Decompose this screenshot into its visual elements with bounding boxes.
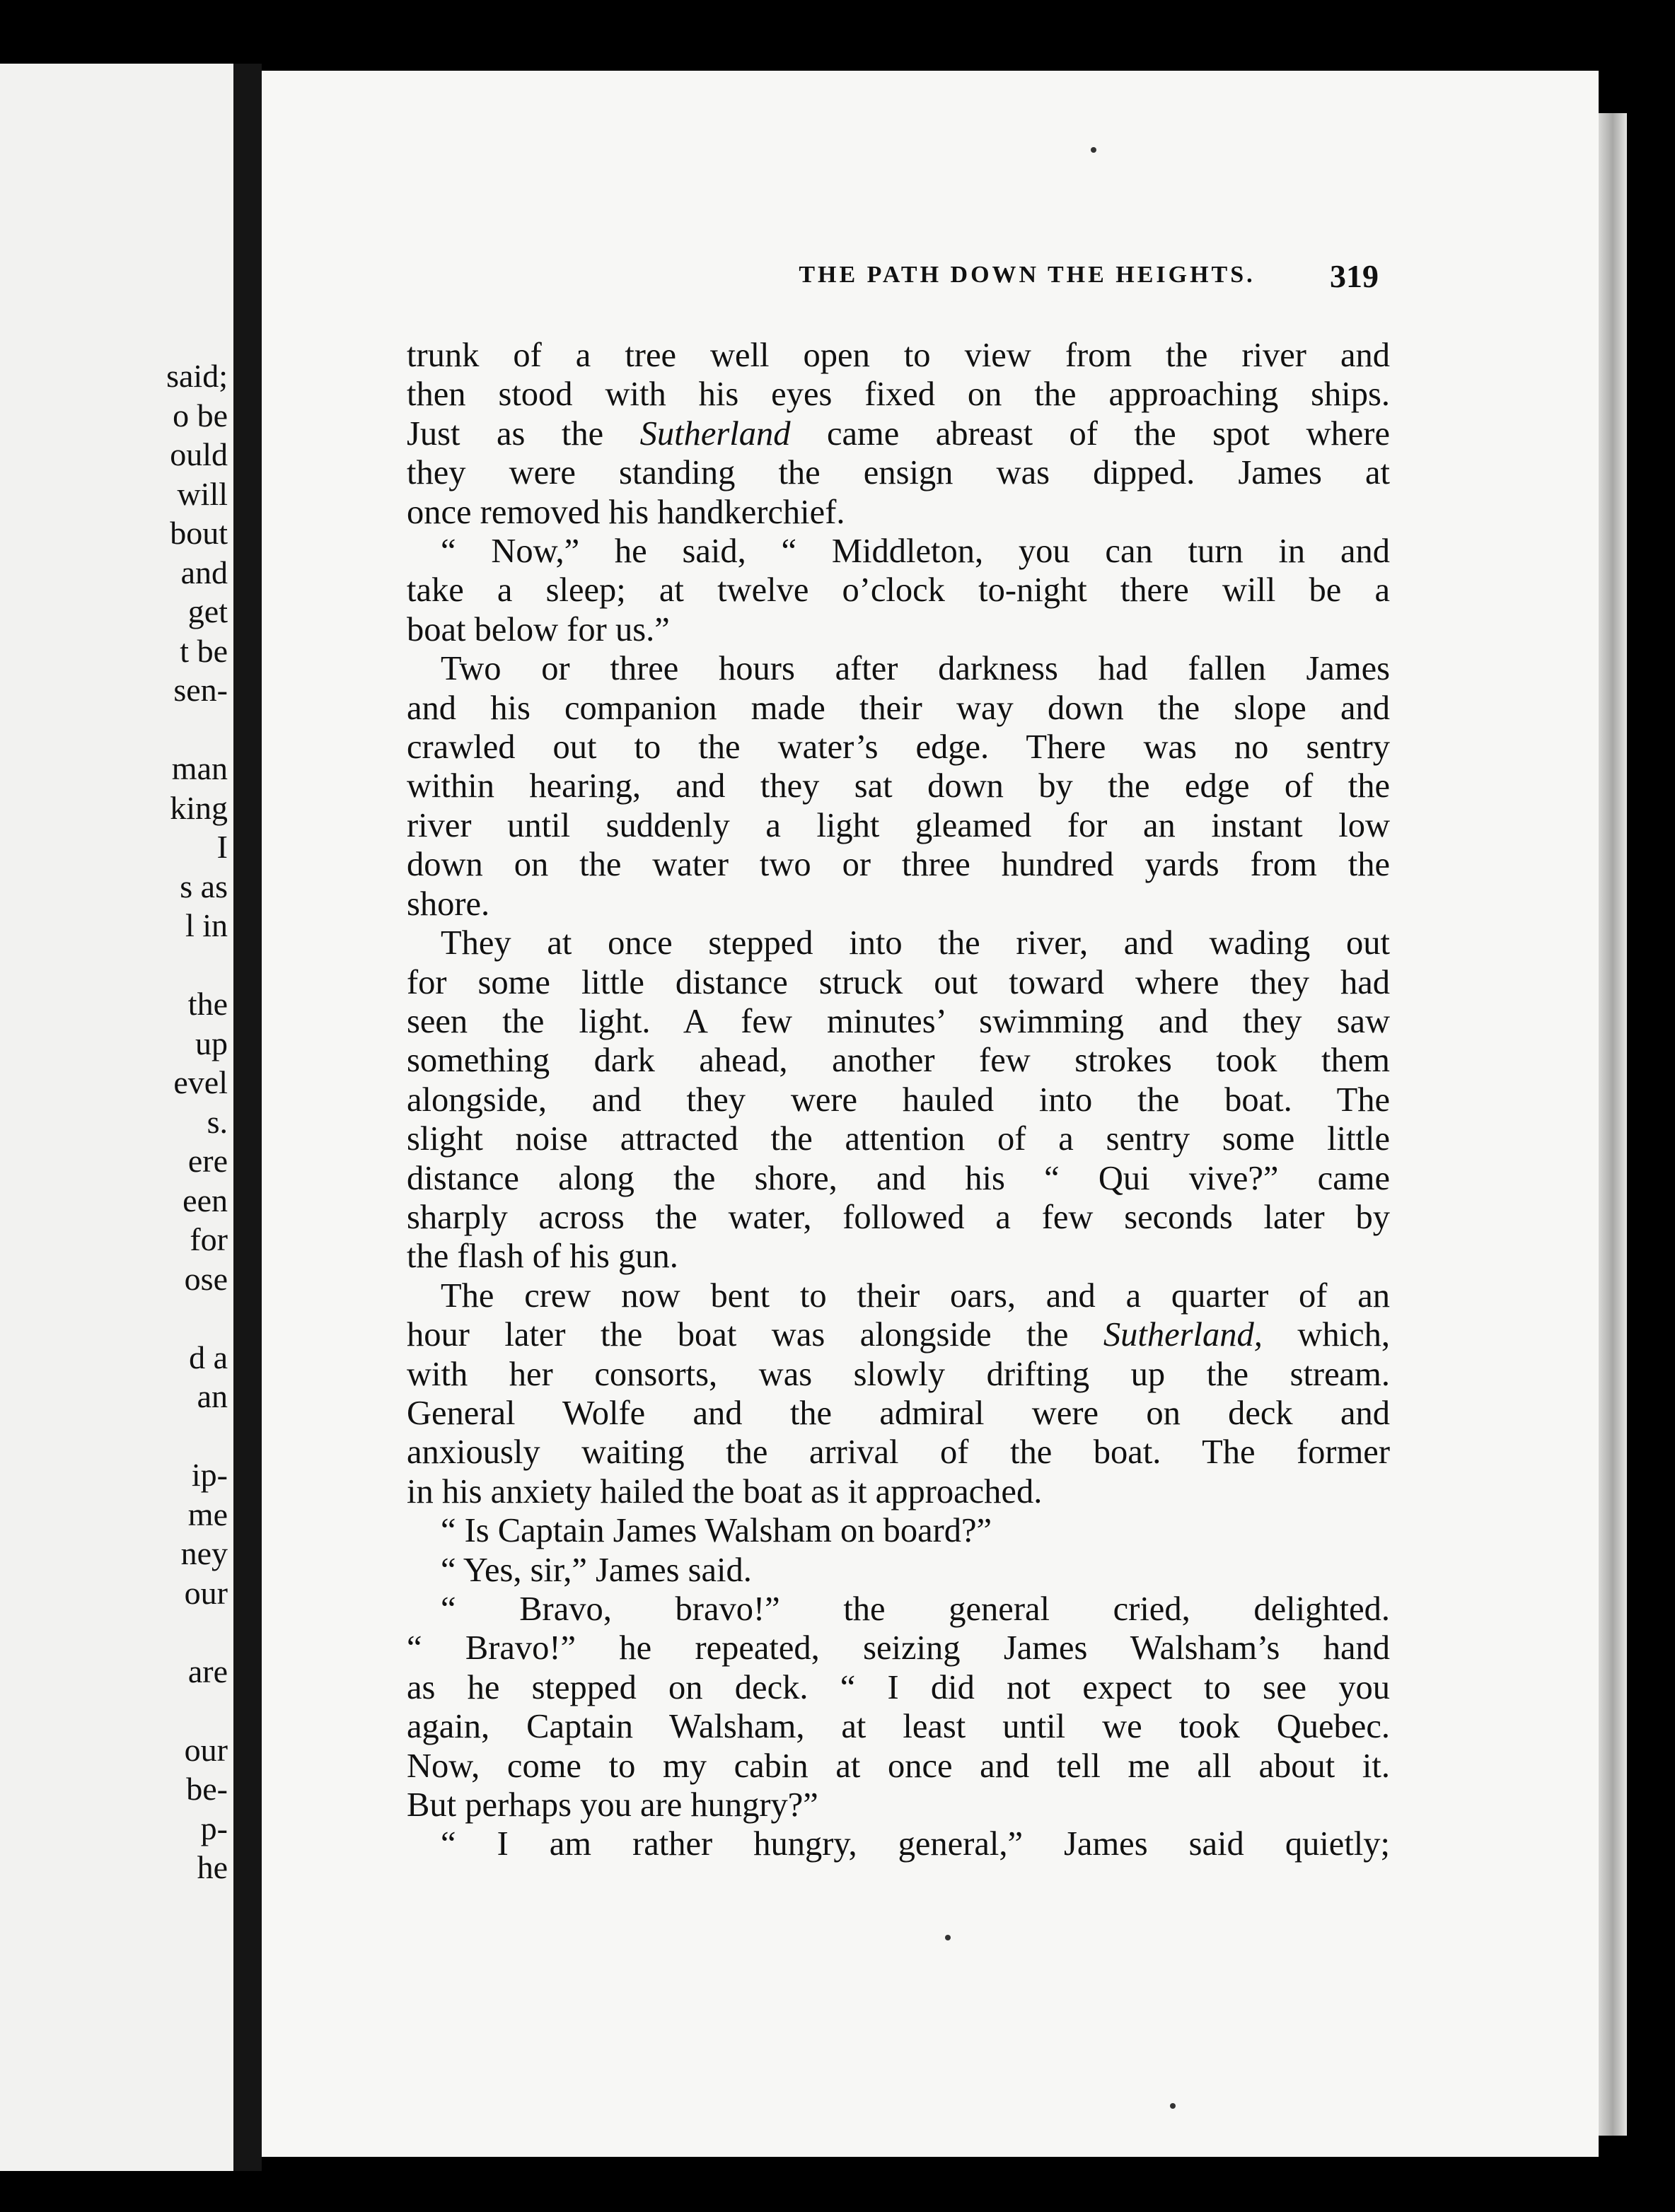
left-page-line: our [184, 1732, 228, 1768]
text-line: distance along the shore, and his “ Qui vive?” came [407, 1159, 1390, 1197]
left-page-line: me [187, 1496, 228, 1532]
text-line: Two or three hours after darkness had fallen James [441, 650, 1390, 688]
text-line: “ Is Captain James Walsham on board?” [441, 1512, 992, 1550]
left-page-line: our [184, 1575, 228, 1611]
page-edge-shadow [1599, 113, 1627, 2136]
left-page-line: are [187, 1653, 228, 1689]
text-line: trunk of a tree well open to view from the river and [407, 337, 1390, 374]
left-page-line: ney [180, 1535, 228, 1571]
left-page-line: king [170, 790, 228, 826]
left-page-line: ip- [191, 1457, 228, 1493]
left-page-line: evel [173, 1064, 228, 1100]
text-line: “ I am rather hungry, general,” James said quietly; [441, 1825, 1390, 1863]
text-line: in his anxiety hailed the boat as it approached. [407, 1472, 1043, 1510]
book-spine-gutter [233, 64, 262, 2171]
text-line: sharply across the water, followed a few seconds later by [407, 1198, 1390, 1236]
left-page-line: ould [170, 436, 228, 472]
left-page-line: will [177, 476, 228, 512]
left-page-line: be- [186, 1771, 228, 1807]
text-line: alongside, and they were hauled into the boat. The [407, 1081, 1390, 1119]
text-line: shore. [407, 885, 490, 923]
text-line: take a sleep; at twelve o’clock to-night there will be a [407, 571, 1390, 610]
text-line: boat below for us.” [407, 610, 670, 648]
text-line: something dark ahead, another few strokes took them [407, 1042, 1390, 1080]
left-page-line: d a [189, 1339, 228, 1375]
left-page-line: o be [173, 397, 228, 433]
text-line: down on the water two or three hundred yards from the [407, 846, 1390, 884]
left-page-line: sen- [173, 672, 228, 708]
body-text [407, 336, 1390, 1864]
text-line: The crew now bent to their oars, and a quarter of an [441, 1276, 1390, 1315]
left-page-line: the [187, 986, 228, 1022]
left-page-line: get [187, 593, 228, 629]
text-line: as he stepped on deck. “ I did not expect to see you [407, 1668, 1390, 1706]
text-line: within hearing, and they sat down by the edge of the [407, 767, 1390, 805]
left-page-line: up [195, 1025, 228, 1061]
text-line: Now, come to my cabin at once and tell me all about it. [407, 1747, 1390, 1785]
text-line: slight noise attracted the attention of a sentry some little [407, 1120, 1390, 1158]
text-line: for some little distance struck out toward where they had [407, 963, 1390, 1001]
left-page-line: said; [166, 358, 228, 394]
text-line: General Wolfe and the admiral were on deck and [407, 1394, 1390, 1432]
text-line: once removed his handkerchief. [407, 493, 845, 531]
page-number: 319 [1330, 258, 1379, 294]
text-line: “ Bravo, bravo!” the general cried, delighted. [441, 1590, 1390, 1628]
text-line: the flash of his gun. [407, 1238, 678, 1276]
text-line: “ Yes, sir,” James said. [441, 1551, 752, 1589]
paper-speck [945, 1935, 951, 1940]
text-line: crawled out to the water’s edge. There was no sentry [407, 728, 1390, 767]
text-line: But perhaps you are hungry?” [407, 1786, 818, 1824]
running-head: THE PATH DOWN THE HEIGHTS. [799, 262, 1256, 288]
left-page-line: man [171, 750, 228, 786]
left-page-line: bout [170, 515, 228, 551]
left-page-line: for [190, 1221, 228, 1257]
left-page-line: ose [184, 1261, 228, 1297]
paper-speck [1091, 147, 1096, 153]
text-line: with her consorts, was slowly drifting up the stream. [407, 1355, 1390, 1393]
left-page-line: ere [187, 1143, 228, 1179]
left-page-line: s. [207, 1104, 228, 1140]
text-line: “ Now,” he said, “ Middleton, you can turn in and [441, 532, 1390, 571]
text-line: hour later the boat was alongside the Sutherland, which, [407, 1316, 1390, 1354]
text-line: again, Captain Walsham, at least until we took Quebec. [407, 1708, 1390, 1746]
text-line: Just as the Sutherland came abreast of the spot where [407, 414, 1390, 453]
left-page-line: s as [180, 868, 228, 904]
left-page-line: an [197, 1378, 228, 1414]
left-page-line: he [197, 1849, 228, 1885]
text-line: then stood with his eyes fixed on the approaching ships. [407, 376, 1390, 414]
left-page-line: l in [185, 907, 228, 943]
book-page [262, 71, 1599, 2157]
left-page-line: p- [200, 1810, 228, 1846]
text-line: They at once stepped into the river, and wading out [441, 924, 1390, 962]
text-line: they were standing the ensign was dipped. James at [407, 454, 1390, 492]
left-page-fragment [0, 64, 233, 2171]
text-line: seen the light. A few minutes’ swimming and they saw [407, 1002, 1390, 1040]
left-page-line: I [216, 829, 228, 865]
text-line: “ Bravo!” he repeated, seizing James Walsham’s hand [407, 1629, 1390, 1667]
paper-speck [1170, 2103, 1176, 2109]
text-line: and his companion made their way down the slope and [407, 689, 1390, 727]
text-line: anxiously waiting the arrival of the boat. The former [407, 1433, 1390, 1472]
left-page-line: and [180, 554, 228, 590]
left-page-line: een [182, 1182, 228, 1218]
text-line: river until suddenly a light gleamed for an instant low [407, 806, 1390, 844]
left-page-line: t be [180, 633, 228, 669]
